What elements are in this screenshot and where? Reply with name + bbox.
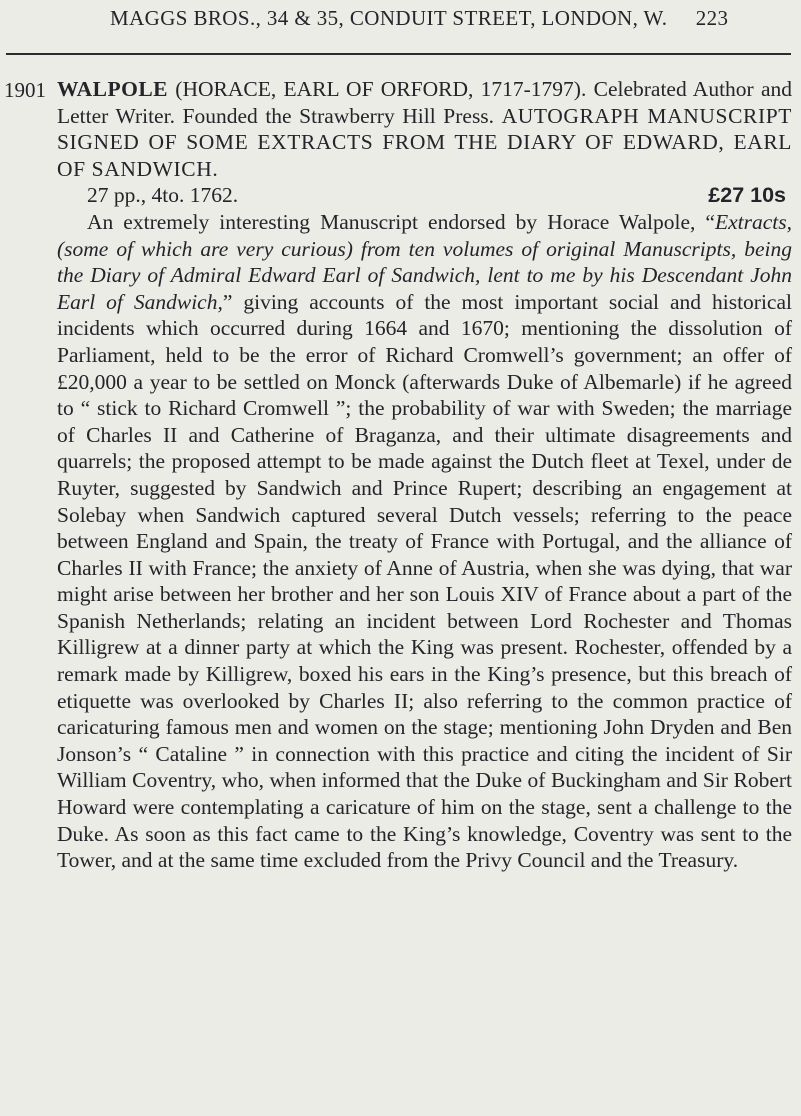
page-number: 223 (695, 6, 729, 30)
page-header (110, 6, 790, 31)
author-description: Celebrated Author and Letter Writer. Founded the Strawberry Hill Press. (57, 77, 793, 128)
catalogue-entry (57, 76, 792, 874)
entry-heading (57, 76, 792, 182)
header-title: MAGGS BROS., 34 & 35, CONDUIT STREET, LONDON, W. (110, 6, 668, 30)
price: £27 10s (708, 183, 786, 208)
author-name: WALPOLE (57, 77, 169, 101)
collation-line (57, 182, 792, 209)
author-detail: (HORACE, EARL OF ORFORD, 1717-1797). (168, 77, 587, 101)
entry-description (57, 209, 792, 874)
lot-number: 1901 (4, 78, 46, 102)
collation: 27 pp., 4to. 1762. (87, 183, 239, 208)
description-part-2: ” giving accounts of the most important social and historical incidents which occurred during 1664 and 1670; mentioning the dissolution of Parliament, held to be the error of Richard Cromwell’s government; an offer of £20,000 a year to be settled on Monck (afterwards Duke of Albemarle) if he agreed to “ stick to Richard Cromwell ”; the probability of war with Sweden; the marriage of Charles II and Catherine of Braganza, and their ultimate disagreements and quarrels; the proposed attempt to be made against the Dutch fleet at Texel, under de Ruyter, suggested by Sandwich and Prince Rupert; describing an engagement at Solebay when Sandwich captured several Dutch vessels; referring to the peace between England and Spain, the treaty of France with Portugal, and the alliance of Charles II with France; the anxiety of Anne of Austria, when she was dying, that war might arise between her brother and her son Louis XIV of France about a part of the Spanish Netherlands; relating an incident between Lord Rochester and Thomas Killigrew at a dinner party at which the King was present. Rochester, offended by a remark made by Killigrew, boxed his ears in the King’s presence, but this breach of etiquette was overlooked by Charles II; also referring to the common practice of caricaturing famous men and women on the stage; mentioning John Dryden and Ben Jonson’s “ Cataline ” in connection with this practice and citing the incident of Sir William Coventry, who, when informed that the Duke of Buckingham and Sir Robert Howard were contemplating a caricature of him on the stage, sent a challenge to the Duke. As soon as this fact came to the King’s knowledge, Coventry was sent to the Tower, and at the same time excluded from the Privy Council and the Treasury. (57, 289, 792, 873)
item-title: AUTOGRAPH MANUSCRIPT SIGNED OF SOME EXTRACTS FROM THE DIARY OF EDWARD, EARL OF SANDWICH. (57, 103, 792, 181)
description-part-1: An extremely interesting Manuscript endorsed by Horace Walpole, “ (87, 209, 715, 234)
header-rule (6, 53, 791, 55)
description-quote: Extracts, (some of which are very curious) from ten volumes of original Manuscripts, being the Diary of Admiral Edward Earl of Sandwich, lent to me by his Descendant John Earl of Sandwich, (57, 209, 792, 314)
